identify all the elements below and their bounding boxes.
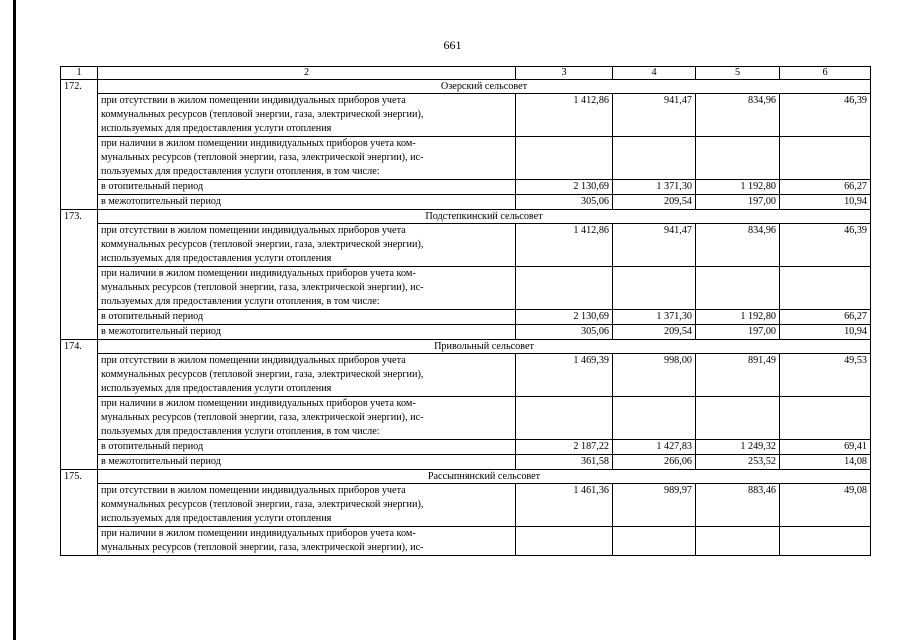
value-cell: 49,08	[780, 484, 871, 527]
text-line: при отсутствии в жилом помещении индивидуальных приборов учета	[101, 485, 406, 496]
empty-cell	[696, 527, 780, 556]
section-title: Озерский сельсовет	[98, 80, 871, 94]
table-row	[61, 354, 871, 397]
text-line: мунальных ресурсов (тепловой энергии, газа, электрической энергии), ис-	[101, 412, 424, 423]
text-line: при отсутствии в жилом помещении индивидуальных приборов учета	[101, 95, 406, 106]
period-label: в межотопительный период	[98, 325, 516, 340]
value-cell: 883,46	[696, 484, 780, 527]
empty-cell	[780, 267, 871, 310]
empty-cell	[516, 397, 613, 440]
empty-cell	[696, 397, 780, 440]
text-line: мунальных ресурсов (тепловой энергии, газа, электрической энергии), ис-	[101, 282, 424, 293]
value-cell: 69,41	[780, 440, 871, 455]
table-row	[61, 137, 871, 180]
section-index: 175.	[61, 470, 98, 556]
value-cell: 266,06	[613, 455, 696, 470]
period-row	[61, 455, 871, 470]
value-cell: 1 371,30	[613, 310, 696, 325]
description-cell	[98, 224, 516, 267]
value-cell: 10,94	[780, 195, 871, 210]
description-cell	[98, 267, 516, 310]
period-label: в отопительный период	[98, 180, 516, 195]
value-cell: 834,96	[696, 94, 780, 137]
description-cell	[98, 354, 516, 397]
period-row	[61, 440, 871, 455]
text-line: используемых для предоставления услуги отопления	[101, 253, 332, 264]
section-title-row	[61, 80, 871, 94]
value-cell: 2 187,22	[516, 440, 613, 455]
period-label: в межотопительный период	[98, 455, 516, 470]
table-row	[61, 224, 871, 267]
empty-cell	[780, 527, 871, 556]
header-cell: 5	[696, 67, 780, 80]
section-index: 172.	[61, 80, 98, 210]
empty-cell	[613, 527, 696, 556]
empty-cell	[613, 267, 696, 310]
value-cell: 891,49	[696, 354, 780, 397]
value-cell: 305,06	[516, 195, 613, 210]
table-row	[61, 484, 871, 527]
value-cell: 1 469,39	[516, 354, 613, 397]
text-line: используемых для предоставления услуги отопления	[101, 123, 332, 134]
value-cell: 834,96	[696, 224, 780, 267]
period-label: в отопительный период	[98, 310, 516, 325]
section-title-row	[61, 210, 871, 224]
description-cell	[98, 94, 516, 137]
value-cell: 941,47	[613, 224, 696, 267]
empty-cell	[780, 137, 871, 180]
header-cell: 3	[516, 67, 613, 80]
period-row	[61, 195, 871, 210]
section-index: 174.	[61, 340, 98, 470]
period-label: в межотопительный период	[98, 195, 516, 210]
period-row	[61, 310, 871, 325]
period-row	[61, 325, 871, 340]
empty-cell	[780, 397, 871, 440]
page-number: 661	[443, 38, 462, 52]
text-line: мунальных ресурсов (тепловой энергии, газа, электрической энергии), ис-	[101, 542, 424, 553]
value-cell: 49,53	[780, 354, 871, 397]
empty-cell	[516, 527, 613, 556]
text-line: коммунальных ресурсов (тепловой энергии, газа, электрической энергии),	[101, 499, 424, 510]
section-title: Рассыпнянский сельсовет	[98, 470, 871, 484]
value-cell: 989,97	[613, 484, 696, 527]
section-title: Подстепкинский сельсовет	[98, 210, 871, 224]
value-cell: 66,27	[780, 310, 871, 325]
section-title-row	[61, 340, 871, 354]
period-label: в отопительный период	[98, 440, 516, 455]
header-cell: 4	[613, 67, 696, 80]
text-line: при наличии в жилом помещении индивидуальных приборов учета ком-	[101, 528, 416, 539]
value-cell: 361,58	[516, 455, 613, 470]
text-line: пользуемых для предоставления услуги отопления, в том числе:	[101, 426, 380, 437]
header-cell: 2	[98, 67, 516, 80]
text-line: коммунальных ресурсов (тепловой энергии, газа, электрической энергии),	[101, 239, 424, 250]
text-line: при отсутствии в жилом помещении индивидуальных приборов учета	[101, 355, 406, 366]
value-cell: 2 130,69	[516, 310, 613, 325]
value-cell: 1 412,86	[516, 224, 613, 267]
value-cell: 1 192,80	[696, 180, 780, 195]
value-cell: 1 249,32	[696, 440, 780, 455]
value-cell: 998,00	[613, 354, 696, 397]
empty-cell	[516, 137, 613, 180]
empty-cell	[613, 397, 696, 440]
value-cell: 209,54	[613, 195, 696, 210]
value-cell: 1 371,30	[613, 180, 696, 195]
value-cell: 253,52	[696, 455, 780, 470]
table-row	[61, 94, 871, 137]
text-line: пользуемых для предоставления услуги отопления, в том числе:	[101, 296, 380, 307]
text-line: при наличии в жилом помещении индивидуальных приборов учета ком-	[101, 398, 416, 409]
section-title-row	[61, 470, 871, 484]
text-line: используемых для предоставления услуги отопления	[101, 383, 332, 394]
text-line: при наличии в жилом помещении индивидуальных приборов учета ком-	[101, 268, 416, 279]
value-cell: 66,27	[780, 180, 871, 195]
text-line: при наличии в жилом помещении индивидуальных приборов учета ком-	[101, 138, 416, 149]
value-cell: 209,54	[613, 325, 696, 340]
value-cell: 1 412,86	[516, 94, 613, 137]
text-line: мунальных ресурсов (тепловой энергии, газа, электрической энергии), ис-	[101, 152, 424, 163]
value-cell: 305,06	[516, 325, 613, 340]
table-row	[61, 397, 871, 440]
empty-cell	[696, 137, 780, 180]
value-cell: 197,00	[696, 195, 780, 210]
value-cell: 14,08	[780, 455, 871, 470]
header-row	[61, 67, 871, 80]
value-cell: 1 192,80	[696, 310, 780, 325]
description-cell	[98, 484, 516, 527]
description-cell	[98, 527, 516, 556]
table-row	[61, 527, 871, 556]
value-cell: 46,39	[780, 94, 871, 137]
value-cell: 1 461,36	[516, 484, 613, 527]
value-cell: 197,00	[696, 325, 780, 340]
empty-cell	[696, 267, 780, 310]
value-cell: 941,47	[613, 94, 696, 137]
value-cell: 10,94	[780, 325, 871, 340]
header-cell: 1	[61, 67, 98, 80]
text-line: коммунальных ресурсов (тепловой энергии, газа, электрической энергии),	[101, 109, 424, 120]
text-line: используемых для предоставления услуги отопления	[101, 513, 332, 524]
table-row	[61, 267, 871, 310]
tariff-table	[60, 66, 871, 556]
description-cell	[98, 397, 516, 440]
empty-cell	[516, 267, 613, 310]
left-margin-line	[13, 0, 16, 640]
empty-cell	[613, 137, 696, 180]
text-line: пользуемых для предоставления услуги отопления, в том числе:	[101, 166, 380, 177]
section-index: 173.	[61, 210, 98, 340]
header-cell: 6	[780, 67, 871, 80]
value-cell: 2 130,69	[516, 180, 613, 195]
section-title: Привольный сельсовет	[98, 340, 871, 354]
text-line: при отсутствии в жилом помещении индивидуальных приборов учета	[101, 225, 406, 236]
period-row	[61, 180, 871, 195]
value-cell: 1 427,83	[613, 440, 696, 455]
text-line: коммунальных ресурсов (тепловой энергии, газа, электрической энергии),	[101, 369, 424, 380]
description-cell	[98, 137, 516, 180]
value-cell: 46,39	[780, 224, 871, 267]
